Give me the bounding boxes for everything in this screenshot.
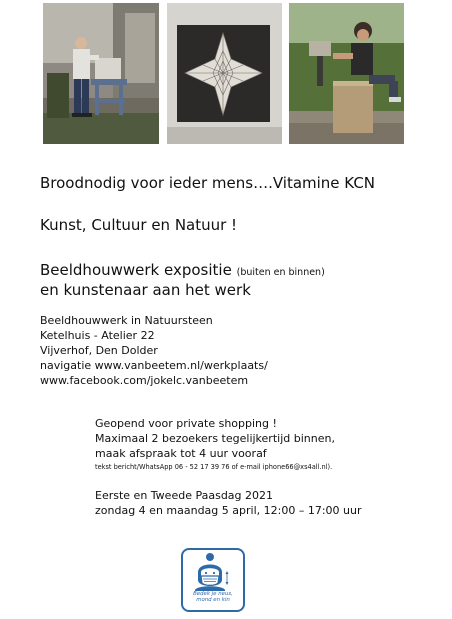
photo-sculptor-at-work: [43, 3, 159, 144]
website-link[interactable]: navigatie www.vanbeetem.nl/werkplaats/: [40, 359, 268, 372]
event-dates: [95, 488, 361, 518]
badge-line: Bedek je neus,: [193, 591, 233, 597]
opening-info: [95, 416, 335, 473]
date-line: zondag 4 en maandag 5 april, 12:00 – 17:00 uur: [95, 504, 362, 517]
address-line: Vijverhof, Den Dolder: [40, 344, 158, 357]
photo-stone-relief: [167, 3, 282, 144]
address-block: [40, 313, 268, 388]
address-line: Beeldhouwwerk in Natuursteen: [40, 314, 213, 327]
headline-artist-at-work: en kunstenaar aan het werk: [40, 281, 251, 299]
address-line: Ketelhuis - Atelier 22: [40, 329, 155, 342]
headline-exposition: [40, 261, 325, 279]
facebook-link[interactable]: www.facebook.com/jokelc.vanbeetem: [40, 374, 249, 387]
date-line: Eerste en Tweede Paasdag 2021: [95, 489, 274, 502]
info-line: maak afspraak tot 4 uur vooraf: [95, 447, 267, 460]
photo-artist-seated: [289, 3, 404, 144]
badge-line: mond en kin: [196, 597, 230, 603]
badge-caption: [183, 591, 243, 603]
contact-line: tekst bericht/WhatsApp 06 - 52 17 39 76 of e-mail iphone66@xs4all.nl).: [95, 463, 333, 471]
exposition-title: Beeldhouwwerk expositie: [40, 261, 232, 279]
face-mask-badge: [181, 548, 245, 612]
info-line: Geopend voor private shopping !: [95, 417, 277, 430]
exposition-note: (buiten en binnen): [236, 267, 325, 278]
headline-vitamine-kcn: Broodnodig voor ieder mens….Vitamine KCN: [40, 174, 376, 192]
info-line: Maximaal 2 bezoekers tegelijkertijd binnen,: [95, 432, 335, 445]
headline-kunst-cultuur-natuur: Kunst, Cultuur en Natuur !: [40, 216, 238, 234]
